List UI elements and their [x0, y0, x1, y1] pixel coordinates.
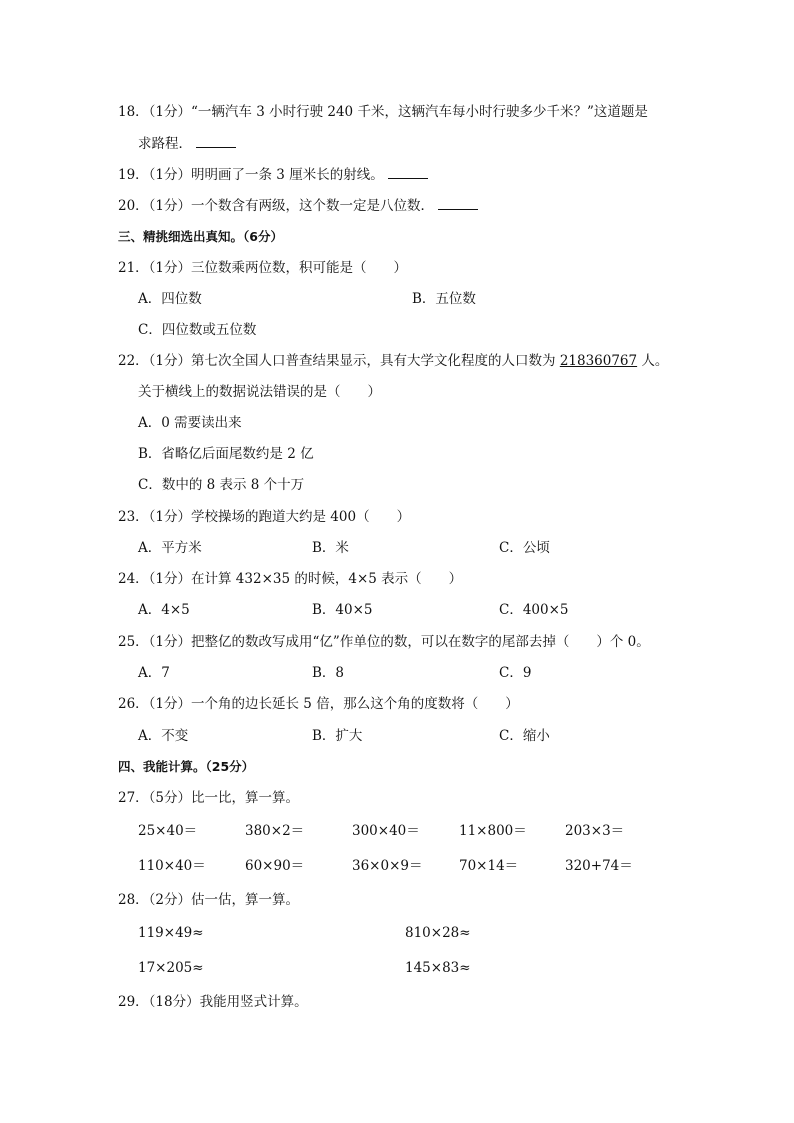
section-3-heading: 三、精挑细选出真知。（6分）	[118, 229, 283, 244]
q27-stem: 27．（5分）比一比，算一算。	[118, 790, 300, 806]
q24-option-c[interactable]: C．400×5	[499, 602, 569, 618]
q22-stem-pre: 22．（1分）第七次全国人口普查结果显示，具有大学文化程度的人口数为	[118, 353, 560, 369]
q19	[118, 164, 428, 185]
q27-item: 380×2＝	[245, 823, 305, 839]
q22-option-a[interactable]: A．0 需要读出来	[138, 415, 242, 431]
q25-option-b[interactable]: B．8	[312, 665, 345, 681]
q28-item: 17×205≈	[138, 960, 204, 976]
q28-item: 145×83≈	[405, 960, 471, 976]
q26-option-c[interactable]: C．缩小	[499, 728, 550, 744]
q18-line1: 18．（1分）“一辆汽车 3 小时行驶 240 千米，这辆汽车每小时行驶多少千米？”这道题是	[118, 104, 648, 120]
q20-text: 20．（1分）一个数含有两级，这个数一定是八位数．	[118, 198, 435, 214]
q27-item: 25×40＝	[138, 823, 198, 839]
answer-blank[interactable]	[388, 164, 428, 179]
answer-blank[interactable]	[438, 195, 478, 210]
q25-option-a[interactable]: A．7	[138, 665, 170, 681]
q23-option-b[interactable]: B．米	[312, 540, 349, 556]
q21-option-c[interactable]: C．四位数或五位数	[138, 322, 257, 338]
q26-option-a[interactable]: A．不变	[138, 728, 189, 744]
q24-option-a[interactable]: A．4×5	[138, 602, 190, 618]
q18-line2	[138, 133, 236, 154]
q23-option-a[interactable]: A．平方米	[138, 540, 202, 556]
q22-stem2: 关于横线上的数据说法错误的是（ ）	[138, 384, 381, 400]
q22-option-b[interactable]: B．省略亿后面尾数约是 2 亿	[138, 446, 314, 462]
section-4-heading: 四、我能计算。（25分）	[118, 759, 255, 774]
q23-option-c[interactable]: C．公顷	[499, 540, 550, 556]
q25-stem: 25．（1分）把整亿的数改写成用“亿”作单位的数，可以在数字的尾部去掉（ ）个 0。	[118, 634, 650, 650]
q19-text: 19．（1分）明明画了一条 3 厘米长的射线。	[118, 167, 384, 183]
q21-option-a[interactable]: A．四位数	[138, 291, 202, 307]
q27-item: 300×40＝	[352, 823, 420, 839]
q21-stem: 21．（1分）三位数乘两位数，积可能是（ ）	[118, 260, 408, 276]
q22-stem-post: 人。	[637, 353, 669, 369]
q22-number: 218360767	[559, 353, 638, 369]
q24-stem: 24．（1分）在计算 432×35 的时候，4×5 表示（ ）	[118, 571, 463, 587]
q25-option-c[interactable]: C．9	[499, 665, 532, 681]
q23-stem: 23．（1分）学校操场的跑道大约是 400（ ）	[118, 509, 411, 525]
q27-item: 110×40＝	[138, 858, 206, 874]
q27-item: 60×90＝	[245, 858, 305, 874]
q24-option-b[interactable]: B．40×5	[312, 602, 373, 618]
q27-item: 320+74＝	[565, 858, 633, 874]
q28-item: 119×49≈	[138, 925, 204, 941]
q22-option-c[interactable]: C．数中的 8 表示 8 个十万	[138, 477, 305, 493]
q27-item: 70×14＝	[459, 858, 519, 874]
q18-text: 求路程．	[138, 136, 192, 152]
q26-option-b[interactable]: B．扩大	[312, 728, 363, 744]
q27-item: 36×0×9＝	[352, 858, 423, 874]
q27-item: 11×800＝	[459, 823, 527, 839]
q27-item: 203×3＝	[565, 823, 625, 839]
q28-item: 810×28≈	[405, 925, 471, 941]
q28-stem: 28．（2分）估一估，算一算。	[118, 892, 300, 908]
q29-stem: 29．（18分）我能用竖式计算。	[118, 994, 308, 1010]
q20	[118, 195, 478, 216]
answer-blank[interactable]	[196, 133, 236, 148]
q26-stem: 26．（1分）一个角的边长延长 5 倍，那么这个角的度数将（ ）	[118, 696, 519, 712]
q21-option-b[interactable]: B．五位数	[412, 291, 476, 307]
q22-stem	[118, 351, 668, 371]
